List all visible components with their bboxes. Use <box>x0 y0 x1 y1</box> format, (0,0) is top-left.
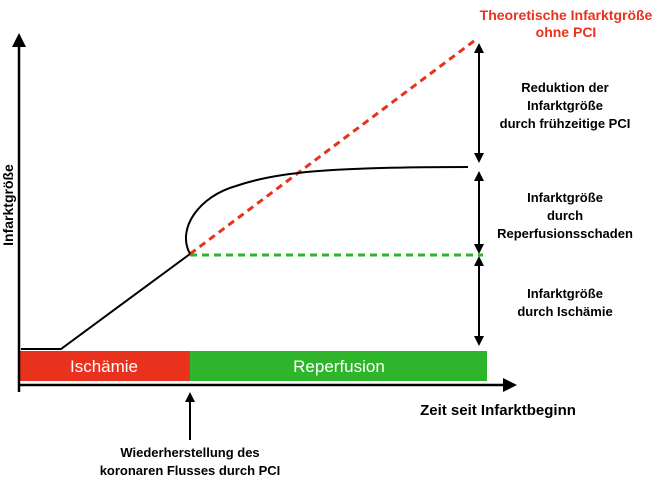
reperfusion-damage-label-line2: durch <box>546 208 584 223</box>
ischemia-size-label-line1: Infarktgröße <box>527 286 603 301</box>
reduction-arrow-bottom-head <box>474 153 484 163</box>
y-axis-label: Infarktgröße <box>0 164 16 246</box>
theoretical-label-line2: ohne PCI <box>535 24 597 40</box>
ischemia-size-arrow-bottom-head <box>474 336 484 346</box>
ischemia-label: Ischämie <box>69 357 139 376</box>
ischemia-size-arrow-top-head <box>474 256 484 266</box>
reduction-label-line1: Reduktion der <box>521 80 609 95</box>
x-axis-arrowhead <box>503 378 517 392</box>
reduction-label-line3: durch frühzeitige PCI <box>499 116 631 131</box>
reperfusion-curve <box>186 167 468 254</box>
reduction-label-line2: Infarktgröße <box>527 98 603 113</box>
y-axis-arrowhead <box>12 33 26 47</box>
pci-event-label-line2: koronaren Flusses durch PCI <box>99 463 281 478</box>
reperfusion-damage-arrow-top-head <box>474 171 484 181</box>
pci-event-arrow-head <box>185 392 195 402</box>
pci-event-label-line1: Wiederherstellung des <box>120 445 260 460</box>
reperfusion-damage-arrow-bottom-head <box>474 244 484 254</box>
ischemia-size-label-line2: durch Ischämie <box>517 304 613 319</box>
reperfusion-damage-label-line3: Reperfusionsschaden <box>497 226 633 241</box>
x-axis-label: Zeit seit Infarktbeginn <box>420 402 576 419</box>
reperfusion-label: Reperfusion <box>293 357 385 376</box>
reduction-arrow-top-head <box>474 43 484 53</box>
theoretical-infarct-line <box>190 38 478 254</box>
ischemia-curve <box>21 254 190 349</box>
theoretical-label-line1: Theoretische Infarktgröße <box>479 7 653 23</box>
reperfusion-damage-label-line1: Infarktgröße <box>527 190 603 205</box>
